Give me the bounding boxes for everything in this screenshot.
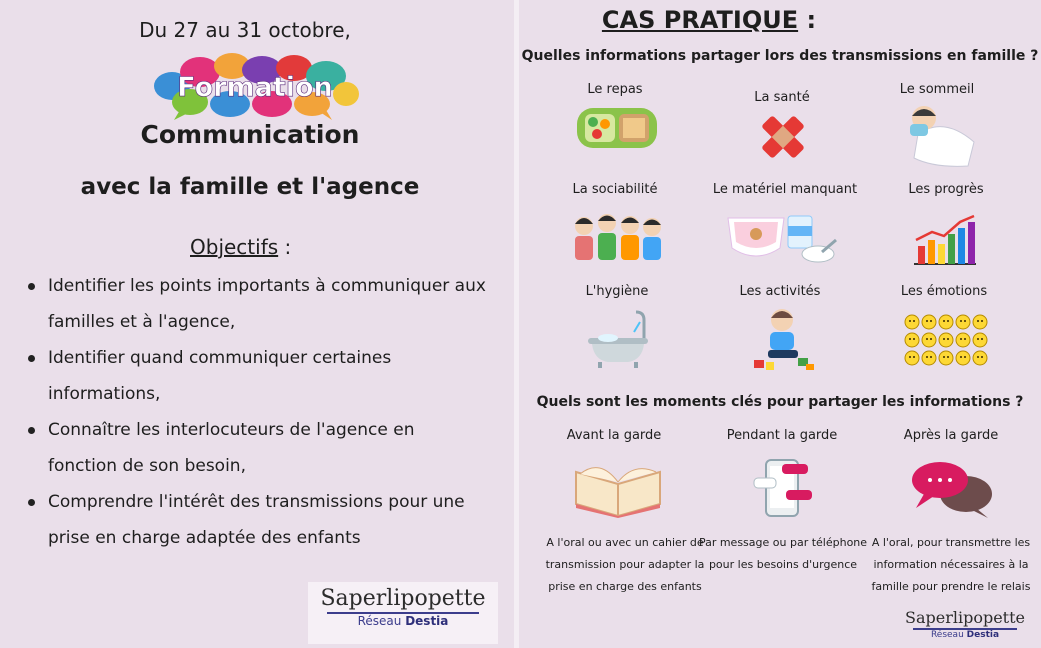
- moment-desc-before: A l'oral ou avec un cahier de transmission pour adapter la prise en charge des enfants: [545, 536, 705, 593]
- bullet-icon: [28, 499, 35, 506]
- bullet-icon: [28, 283, 35, 290]
- sleeping-baby-icon: [904, 102, 980, 170]
- bullet-icon: [28, 355, 35, 362]
- diaper-supplies-icon: [726, 212, 838, 268]
- bullet-icon: [28, 427, 35, 434]
- child-playing-icon: [752, 306, 816, 372]
- item-label-sleep: Le sommeil: [899, 82, 975, 97]
- moment-desc-during: Par message ou par téléphone pour les besoins d'urgence: [698, 536, 868, 571]
- bandage-icon: [758, 112, 808, 162]
- item-label-missing-supplies: Le matériel manquant: [712, 182, 858, 197]
- phone-message-icon: [752, 456, 816, 520]
- moment-desc-after: A l'oral, pour transmettre les information nécessaires à la famille pour prendre le relais: [871, 536, 1031, 593]
- moment-label-during: Pendant la garde: [726, 428, 838, 443]
- objectives-heading-colon: :: [284, 235, 292, 259]
- svg-text:Formation: Formation: [177, 72, 333, 103]
- objectives-heading: [190, 235, 291, 259]
- lunchbox-icon: [575, 104, 659, 150]
- training-date: Du 27 au 31 octobre,: [139, 18, 351, 42]
- open-book-icon: [572, 454, 664, 518]
- case-study-heading: CAS PRATIQUE :: [601, 6, 817, 34]
- saperlipopette-logo: Saperlipopette Réseau Destia: [308, 582, 498, 644]
- item-label-meal: Le repas: [587, 82, 643, 97]
- question-information: Quelles informations partager lors des transmissions en famille ?: [521, 48, 1039, 64]
- item-label-health: La santé: [754, 90, 810, 105]
- speech-bubbles-cloud-icon: [150, 52, 360, 122]
- item-label-progress: Les progrès: [908, 182, 984, 197]
- training-subtitle: avec la famille et l'agence: [80, 174, 420, 200]
- item-label-hygiene: L'hygiène: [585, 284, 649, 299]
- item-label-activities: Les activités: [739, 284, 821, 299]
- formation-logo: [150, 52, 360, 122]
- moment-label-after: Après la garde: [903, 428, 999, 443]
- saperlipopette-logo-small: Saperlipopette Réseau Destia: [904, 608, 1025, 640]
- bathtub-icon: [586, 308, 650, 370]
- item-label-sociability: La sociabilité: [572, 182, 658, 197]
- question-key-moments: Quels sont les moments clés pour partager les informations ?: [536, 394, 1024, 410]
- children-group-icon: [572, 212, 664, 262]
- training-title: Communication: [140, 120, 360, 149]
- speech-bubbles-icon: [910, 458, 994, 518]
- growth-chart-icon: [912, 212, 978, 268]
- moment-label-before: Avant la garde: [566, 428, 662, 443]
- emoji-faces-icon: [904, 314, 990, 366]
- objectives-heading-text: Objectifs: [190, 235, 279, 259]
- item-label-emotions: Les émotions: [900, 284, 988, 299]
